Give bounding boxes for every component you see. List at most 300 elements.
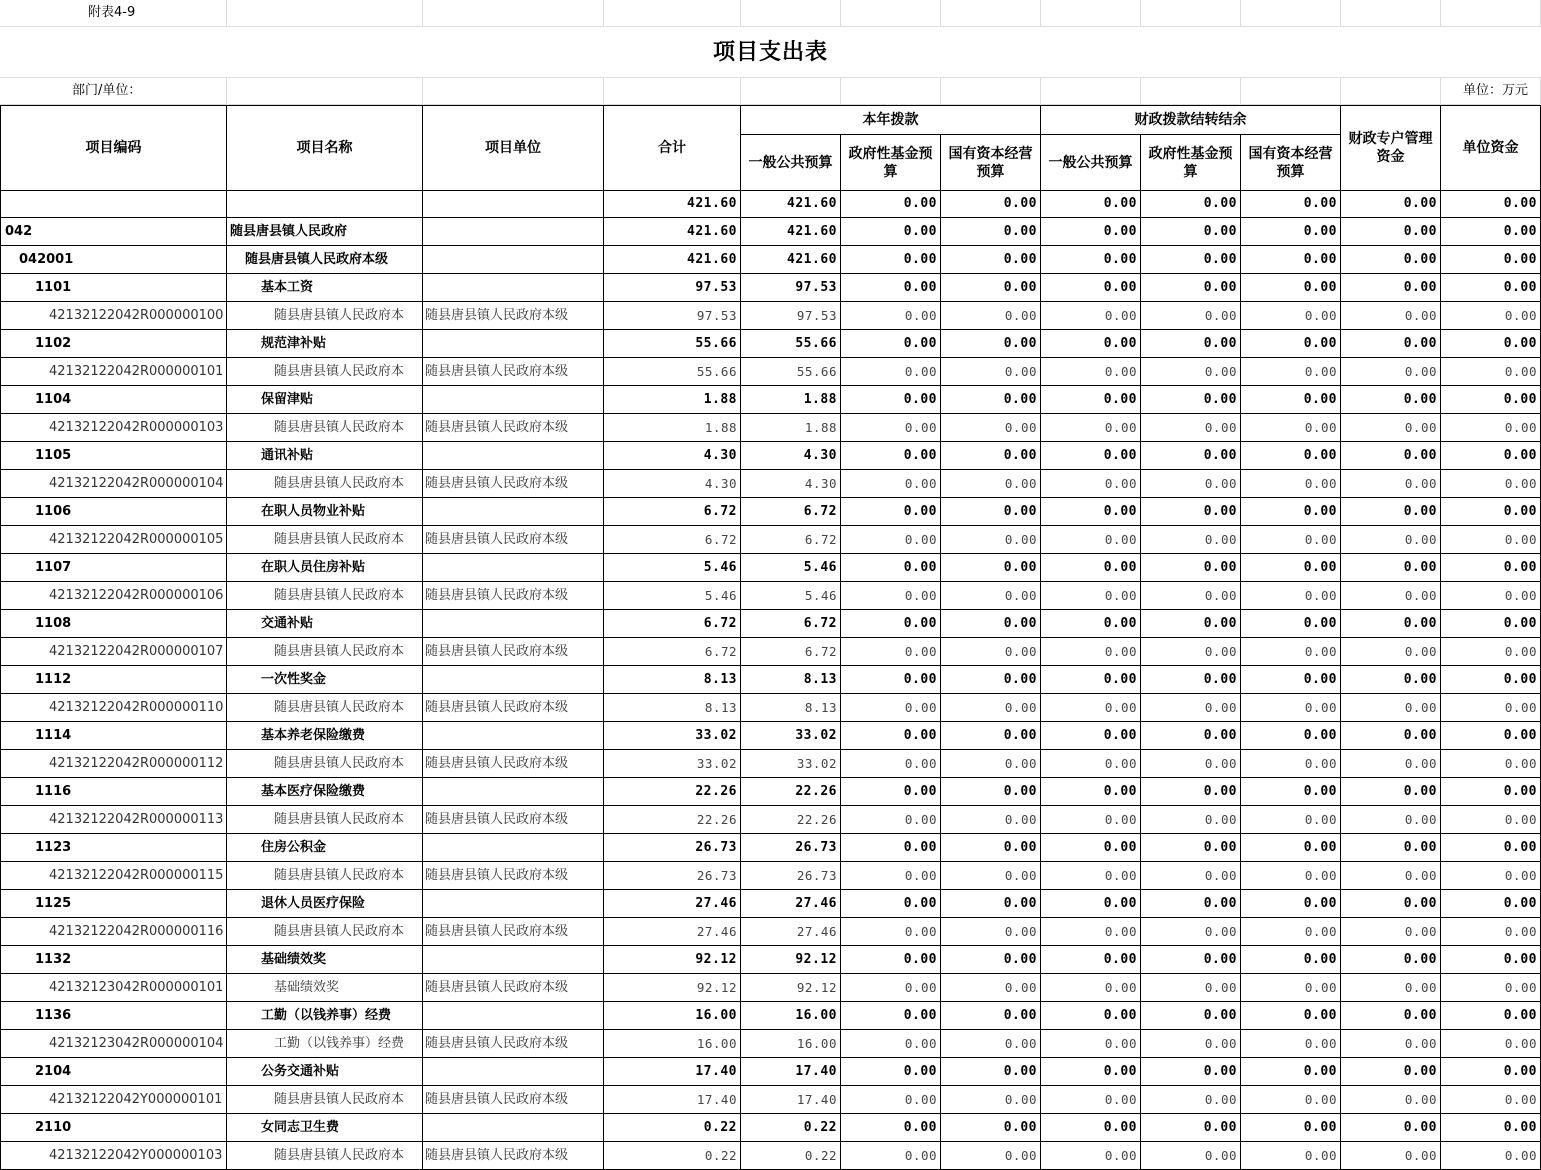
project-unit bbox=[423, 246, 604, 274]
state-value: 0.00 bbox=[941, 582, 1041, 610]
project-unit bbox=[423, 498, 604, 526]
carry-state-value: 0.00 bbox=[1241, 694, 1341, 722]
project-name: 住房公积金 bbox=[227, 834, 423, 862]
state-value: 0.00 bbox=[941, 470, 1041, 498]
fund-value: 0.00 bbox=[841, 414, 941, 442]
carry-state-value: 0.00 bbox=[1241, 918, 1341, 946]
special-value: 0.00 bbox=[1341, 918, 1441, 946]
special-value: 0.00 bbox=[1341, 526, 1441, 554]
fund-value: 0.00 bbox=[841, 1114, 941, 1142]
state-value: 0.00 bbox=[941, 386, 1041, 414]
total-value: 92.12 bbox=[604, 974, 741, 1002]
empty-cell bbox=[1041, 0, 1141, 27]
state-value: 0.00 bbox=[941, 750, 1041, 778]
own-value: 0.00 bbox=[1441, 1114, 1541, 1142]
own-value: 0.00 bbox=[1441, 722, 1541, 750]
fund-value: 0.00 bbox=[841, 302, 941, 330]
carry-state-value: 0.00 bbox=[1241, 554, 1341, 582]
state-value: 0.00 bbox=[941, 638, 1041, 666]
carry-general-value: 0.00 bbox=[1041, 330, 1141, 358]
project-unit: 随县唐县镇人民政府本级 bbox=[423, 302, 604, 330]
total-value: 1.88 bbox=[604, 386, 741, 414]
general-value: 26.73 bbox=[741, 834, 841, 862]
table-number-row bbox=[0, 0, 1541, 27]
carry-fund-value: 0.00 bbox=[1141, 806, 1241, 834]
carry-fund-value: 0.00 bbox=[1141, 246, 1241, 274]
fund-value: 0.00 bbox=[841, 610, 941, 638]
general-value: 1.88 bbox=[741, 386, 841, 414]
project-name: 随县唐县镇人民政府本 bbox=[227, 582, 423, 610]
total-value: 6.72 bbox=[604, 610, 741, 638]
state-value: 0.00 bbox=[941, 778, 1041, 806]
fund-value: 0.00 bbox=[841, 1002, 941, 1030]
general-value: 6.72 bbox=[741, 638, 841, 666]
special-value: 0.00 bbox=[1341, 1030, 1441, 1058]
project-unit: 随县唐县镇人民政府本级 bbox=[423, 806, 604, 834]
table-row bbox=[0, 750, 1541, 778]
project-name: 规范津补贴 bbox=[227, 330, 423, 358]
project-name: 随县唐县镇人民政府本 bbox=[227, 1142, 423, 1170]
own-value: 0.00 bbox=[1441, 274, 1541, 302]
project-code: 042 bbox=[0, 218, 227, 246]
table-row bbox=[0, 666, 1541, 694]
project-name: 女同志卫生费 bbox=[227, 1114, 423, 1142]
carry-state-value: 0.00 bbox=[1241, 750, 1341, 778]
general-value: 92.12 bbox=[741, 974, 841, 1002]
project-unit: 随县唐县镇人民政府本级 bbox=[423, 862, 604, 890]
state-value: 0.00 bbox=[941, 890, 1041, 918]
total-value: 55.66 bbox=[604, 358, 741, 386]
special-value: 0.00 bbox=[1341, 414, 1441, 442]
carry-fund-value: 0.00 bbox=[1141, 414, 1241, 442]
carry-fund-value: 0.00 bbox=[1141, 330, 1241, 358]
total-value: 5.46 bbox=[604, 582, 741, 610]
general-value: 33.02 bbox=[741, 722, 841, 750]
special-value: 0.00 bbox=[1341, 890, 1441, 918]
empty-cell bbox=[741, 0, 841, 27]
project-unit: 随县唐县镇人民政府本级 bbox=[423, 414, 604, 442]
project-unit bbox=[423, 666, 604, 694]
project-unit: 随县唐县镇人民政府本级 bbox=[423, 526, 604, 554]
project-code: 42132122042R000000100 bbox=[0, 302, 227, 330]
project-unit: 随县唐县镇人民政府本级 bbox=[423, 358, 604, 386]
empty-cell bbox=[741, 78, 841, 105]
header-fund: 政府性基金预算 bbox=[841, 135, 941, 191]
fund-value: 0.00 bbox=[841, 890, 941, 918]
table-row bbox=[0, 274, 1541, 302]
special-value: 0.00 bbox=[1341, 442, 1441, 470]
empty-cell bbox=[604, 0, 741, 27]
project-name: 工勤（以钱养事）经费 bbox=[227, 1030, 423, 1058]
total-value: 26.73 bbox=[604, 834, 741, 862]
carry-fund-value: 0.00 bbox=[1141, 1086, 1241, 1114]
project-unit: 随县唐县镇人民政府本级 bbox=[423, 470, 604, 498]
carry-general-value: 0.00 bbox=[1041, 666, 1141, 694]
state-value: 0.00 bbox=[941, 274, 1041, 302]
state-value: 0.00 bbox=[941, 1114, 1041, 1142]
dept-label: 部门/单位： bbox=[0, 78, 227, 105]
carry-fund-value: 0.00 bbox=[1141, 974, 1241, 1002]
carry-state-value: 0.00 bbox=[1241, 358, 1341, 386]
carry-general-value: 0.00 bbox=[1041, 414, 1141, 442]
project-unit: 随县唐县镇人民政府本级 bbox=[423, 1030, 604, 1058]
special-value: 0.00 bbox=[1341, 1058, 1441, 1086]
project-code: 1101 bbox=[0, 274, 227, 302]
header-current-group: 本年拨款 bbox=[741, 106, 1041, 135]
carry-general-value: 0.00 bbox=[1041, 442, 1141, 470]
project-name: 基础绩效奖 bbox=[227, 974, 423, 1002]
project-unit bbox=[423, 442, 604, 470]
carry-fund-value: 0.00 bbox=[1141, 1058, 1241, 1086]
empty-cell bbox=[423, 0, 604, 27]
fund-value: 0.00 bbox=[841, 694, 941, 722]
total-value: 33.02 bbox=[604, 722, 741, 750]
fund-value: 0.00 bbox=[841, 722, 941, 750]
special-value: 0.00 bbox=[1341, 1142, 1441, 1170]
state-value: 0.00 bbox=[941, 1058, 1041, 1086]
general-value: 22.26 bbox=[741, 806, 841, 834]
general-value: 4.30 bbox=[741, 442, 841, 470]
total-value: 8.13 bbox=[604, 694, 741, 722]
carry-state-value: 0.00 bbox=[1241, 806, 1341, 834]
general-value: 16.00 bbox=[741, 1030, 841, 1058]
fund-value: 0.00 bbox=[841, 666, 941, 694]
total-value: 22.26 bbox=[604, 778, 741, 806]
project-code: 42132122042R000000104 bbox=[0, 470, 227, 498]
table-row bbox=[0, 470, 1541, 498]
general-value: 97.53 bbox=[741, 302, 841, 330]
project-code: 42132122042R000000115 bbox=[0, 862, 227, 890]
carry-general-value: 0.00 bbox=[1041, 946, 1141, 974]
table-row bbox=[0, 778, 1541, 806]
total-value: 92.12 bbox=[604, 946, 741, 974]
total-value: 17.40 bbox=[604, 1086, 741, 1114]
total-value: 6.72 bbox=[604, 498, 741, 526]
table-row bbox=[0, 330, 1541, 358]
fund-value: 0.00 bbox=[841, 190, 941, 218]
project-name: 退休人员医疗保险 bbox=[227, 890, 423, 918]
total-value: 22.26 bbox=[604, 806, 741, 834]
table-row bbox=[0, 638, 1541, 666]
total-value: 6.72 bbox=[604, 638, 741, 666]
carry-fund-value: 0.00 bbox=[1141, 218, 1241, 246]
empty-cell bbox=[423, 78, 604, 105]
own-value: 0.00 bbox=[1441, 946, 1541, 974]
own-value: 0.00 bbox=[1441, 470, 1541, 498]
project-unit bbox=[423, 834, 604, 862]
project-name: 在职人员物业补贴 bbox=[227, 498, 423, 526]
state-value: 0.00 bbox=[941, 498, 1041, 526]
carry-fund-value: 0.00 bbox=[1141, 526, 1241, 554]
special-value: 0.00 bbox=[1341, 218, 1441, 246]
special-value: 0.00 bbox=[1341, 778, 1441, 806]
table-row bbox=[0, 974, 1541, 1002]
project-name: 随县唐县镇人民政府 bbox=[227, 218, 423, 246]
project-name: 随县唐县镇人民政府本 bbox=[227, 638, 423, 666]
carry-state-value: 0.00 bbox=[1241, 246, 1341, 274]
project-name: 随县唐县镇人民政府本 bbox=[227, 470, 423, 498]
fund-value: 0.00 bbox=[841, 386, 941, 414]
general-value: 8.13 bbox=[741, 666, 841, 694]
carry-fund-value: 0.00 bbox=[1141, 918, 1241, 946]
carry-general-value: 0.00 bbox=[1041, 554, 1141, 582]
table-row bbox=[0, 414, 1541, 442]
total-value: 4.30 bbox=[604, 470, 741, 498]
total-value: 8.13 bbox=[604, 666, 741, 694]
own-value: 0.00 bbox=[1441, 806, 1541, 834]
carry-fund-value: 0.00 bbox=[1141, 638, 1241, 666]
carry-fund-value: 0.00 bbox=[1141, 834, 1241, 862]
header-carry-group: 财政拨款结转结余 bbox=[1041, 106, 1341, 135]
project-code: 042001 bbox=[0, 246, 227, 274]
table-row bbox=[0, 1002, 1541, 1030]
own-value: 0.00 bbox=[1441, 638, 1541, 666]
project-code: 1116 bbox=[0, 778, 227, 806]
project-unit bbox=[423, 330, 604, 358]
carry-fund-value: 0.00 bbox=[1141, 1030, 1241, 1058]
carry-general-value: 0.00 bbox=[1041, 1002, 1141, 1030]
own-value: 0.00 bbox=[1441, 246, 1541, 274]
table-row bbox=[0, 610, 1541, 638]
total-value: 1.88 bbox=[604, 414, 741, 442]
special-value: 0.00 bbox=[1341, 554, 1441, 582]
project-code: 1105 bbox=[0, 442, 227, 470]
project-code: 1102 bbox=[0, 330, 227, 358]
special-value: 0.00 bbox=[1341, 806, 1441, 834]
carry-state-value: 0.00 bbox=[1241, 582, 1341, 610]
special-value: 0.00 bbox=[1341, 638, 1441, 666]
general-value: 33.02 bbox=[741, 750, 841, 778]
project-unit: 随县唐县镇人民政府本级 bbox=[423, 974, 604, 1002]
carry-general-value: 0.00 bbox=[1041, 890, 1141, 918]
project-code: 2104 bbox=[0, 1058, 227, 1086]
special-value: 0.00 bbox=[1341, 750, 1441, 778]
state-value: 0.00 bbox=[941, 218, 1041, 246]
own-value: 0.00 bbox=[1441, 890, 1541, 918]
project-name: 基本医疗保险缴费 bbox=[227, 778, 423, 806]
project-name: 工勤（以钱养事）经费 bbox=[227, 1002, 423, 1030]
carry-state-value: 0.00 bbox=[1241, 1086, 1341, 1114]
carry-state-value: 0.00 bbox=[1241, 330, 1341, 358]
general-value: 421.60 bbox=[741, 218, 841, 246]
fund-value: 0.00 bbox=[841, 246, 941, 274]
carry-fund-value: 0.00 bbox=[1141, 722, 1241, 750]
total-value: 421.60 bbox=[604, 190, 741, 218]
carry-fund-value: 0.00 bbox=[1141, 1114, 1241, 1142]
own-value: 0.00 bbox=[1441, 862, 1541, 890]
table-row bbox=[0, 1030, 1541, 1058]
fund-value: 0.00 bbox=[841, 862, 941, 890]
project-code: 1107 bbox=[0, 554, 227, 582]
own-value: 0.00 bbox=[1441, 834, 1541, 862]
table-row bbox=[0, 582, 1541, 610]
total-value: 6.72 bbox=[604, 526, 741, 554]
table-number: 附表4-9 bbox=[0, 0, 227, 27]
state-value: 0.00 bbox=[941, 442, 1041, 470]
table-row bbox=[0, 806, 1541, 834]
table-row bbox=[0, 918, 1541, 946]
header-carry-fund: 政府性基金预算 bbox=[1141, 135, 1241, 191]
fund-value: 0.00 bbox=[841, 274, 941, 302]
project-code bbox=[0, 190, 227, 218]
total-value: 17.40 bbox=[604, 1058, 741, 1086]
general-value: 92.12 bbox=[741, 946, 841, 974]
page-title: 项目支出表 bbox=[712, 40, 828, 65]
project-name: 随县唐县镇人民政府本 bbox=[227, 862, 423, 890]
table-row bbox=[0, 554, 1541, 582]
own-value: 0.00 bbox=[1441, 554, 1541, 582]
carry-general-value: 0.00 bbox=[1041, 582, 1141, 610]
table-row bbox=[0, 526, 1541, 554]
state-value: 0.00 bbox=[941, 1030, 1041, 1058]
project-code: 42132122042R000000103 bbox=[0, 414, 227, 442]
carry-general-value: 0.00 bbox=[1041, 694, 1141, 722]
state-value: 0.00 bbox=[941, 834, 1041, 862]
empty-cell bbox=[604, 78, 741, 105]
table-row bbox=[0, 498, 1541, 526]
carry-state-value: 0.00 bbox=[1241, 274, 1341, 302]
title-row bbox=[0, 27, 1541, 78]
carry-general-value: 0.00 bbox=[1041, 806, 1141, 834]
carry-fund-value: 0.00 bbox=[1141, 778, 1241, 806]
carry-fund-value: 0.00 bbox=[1141, 582, 1241, 610]
state-value: 0.00 bbox=[941, 1086, 1041, 1114]
special-value: 0.00 bbox=[1341, 358, 1441, 386]
own-value: 0.00 bbox=[1441, 218, 1541, 246]
general-value: 27.46 bbox=[741, 890, 841, 918]
empty-cell bbox=[1441, 0, 1541, 27]
carry-general-value: 0.00 bbox=[1041, 274, 1141, 302]
special-value: 0.00 bbox=[1341, 1002, 1441, 1030]
total-value: 4.30 bbox=[604, 442, 741, 470]
fund-value: 0.00 bbox=[841, 778, 941, 806]
carry-general-value: 0.00 bbox=[1041, 1142, 1141, 1170]
header-total: 合计 bbox=[604, 106, 741, 191]
table-row bbox=[0, 722, 1541, 750]
special-value: 0.00 bbox=[1341, 974, 1441, 1002]
project-unit: 随县唐县镇人民政府本级 bbox=[423, 918, 604, 946]
fund-value: 0.00 bbox=[841, 806, 941, 834]
project-unit bbox=[423, 722, 604, 750]
general-value: 5.46 bbox=[741, 554, 841, 582]
own-value: 0.00 bbox=[1441, 498, 1541, 526]
state-value: 0.00 bbox=[941, 414, 1041, 442]
general-value: 17.40 bbox=[741, 1058, 841, 1086]
header-unit: 项目单位 bbox=[423, 106, 604, 191]
state-value: 0.00 bbox=[941, 722, 1041, 750]
general-value: 421.60 bbox=[741, 190, 841, 218]
fund-value: 0.00 bbox=[841, 974, 941, 1002]
state-value: 0.00 bbox=[941, 666, 1041, 694]
own-value: 0.00 bbox=[1441, 582, 1541, 610]
state-value: 0.00 bbox=[941, 526, 1041, 554]
project-name: 随县唐县镇人民政府本 bbox=[227, 526, 423, 554]
fund-value: 0.00 bbox=[841, 554, 941, 582]
fund-value: 0.00 bbox=[841, 218, 941, 246]
fund-value: 0.00 bbox=[841, 582, 941, 610]
fund-value: 0.00 bbox=[841, 750, 941, 778]
own-value: 0.00 bbox=[1441, 442, 1541, 470]
project-unit: 随县唐县镇人民政府本级 bbox=[423, 582, 604, 610]
table-row bbox=[0, 1058, 1541, 1086]
carry-state-value: 0.00 bbox=[1241, 218, 1341, 246]
project-code: 1106 bbox=[0, 498, 227, 526]
own-value: 0.00 bbox=[1441, 666, 1541, 694]
carry-fund-value: 0.00 bbox=[1141, 190, 1241, 218]
state-value: 0.00 bbox=[941, 918, 1041, 946]
carry-general-value: 0.00 bbox=[1041, 918, 1141, 946]
table-row bbox=[0, 834, 1541, 862]
total-value: 0.22 bbox=[604, 1142, 741, 1170]
table-row bbox=[0, 1114, 1541, 1142]
special-value: 0.00 bbox=[1341, 694, 1441, 722]
carry-fund-value: 0.00 bbox=[1141, 554, 1241, 582]
table-row bbox=[0, 890, 1541, 918]
table-row bbox=[0, 694, 1541, 722]
own-value: 0.00 bbox=[1441, 386, 1541, 414]
carry-general-value: 0.00 bbox=[1041, 358, 1141, 386]
empty-cell bbox=[227, 0, 423, 27]
carry-general-value: 0.00 bbox=[1041, 862, 1141, 890]
fund-value: 0.00 bbox=[841, 918, 941, 946]
project-name: 通讯补贴 bbox=[227, 442, 423, 470]
general-value: 26.73 bbox=[741, 862, 841, 890]
carry-general-value: 0.00 bbox=[1041, 190, 1141, 218]
carry-fund-value: 0.00 bbox=[1141, 498, 1241, 526]
carry-general-value: 0.00 bbox=[1041, 470, 1141, 498]
table-row bbox=[0, 862, 1541, 890]
carry-state-value: 0.00 bbox=[1241, 1114, 1341, 1142]
carry-state-value: 0.00 bbox=[1241, 386, 1341, 414]
carry-state-value: 0.00 bbox=[1241, 778, 1341, 806]
carry-state-value: 0.00 bbox=[1241, 862, 1341, 890]
own-value: 0.00 bbox=[1441, 526, 1541, 554]
project-code: 1123 bbox=[0, 834, 227, 862]
empty-cell bbox=[1141, 0, 1241, 27]
carry-general-value: 0.00 bbox=[1041, 246, 1141, 274]
project-code: 42132122042R000000110 bbox=[0, 694, 227, 722]
total-value: 33.02 bbox=[604, 750, 741, 778]
general-value: 55.66 bbox=[741, 330, 841, 358]
carry-state-value: 0.00 bbox=[1241, 526, 1341, 554]
carry-state-value: 0.00 bbox=[1241, 414, 1341, 442]
table-row bbox=[0, 386, 1541, 414]
fund-value: 0.00 bbox=[841, 1058, 941, 1086]
table-row bbox=[0, 302, 1541, 330]
project-name: 随县唐县镇人民政府本 bbox=[227, 806, 423, 834]
carry-state-value: 0.00 bbox=[1241, 498, 1341, 526]
carry-general-value: 0.00 bbox=[1041, 1086, 1141, 1114]
carry-fund-value: 0.00 bbox=[1141, 610, 1241, 638]
project-code: 1112 bbox=[0, 666, 227, 694]
carry-general-value: 0.00 bbox=[1041, 498, 1141, 526]
table-row bbox=[0, 442, 1541, 470]
carry-general-value: 0.00 bbox=[1041, 1114, 1141, 1142]
project-name: 基本养老保险缴费 bbox=[227, 722, 423, 750]
special-value: 0.00 bbox=[1341, 1114, 1441, 1142]
special-value: 0.00 bbox=[1341, 946, 1441, 974]
own-value: 0.00 bbox=[1441, 358, 1541, 386]
fund-value: 0.00 bbox=[841, 834, 941, 862]
project-unit: 随县唐县镇人民政府本级 bbox=[423, 694, 604, 722]
general-value: 6.72 bbox=[741, 526, 841, 554]
total-value: 421.60 bbox=[604, 246, 741, 274]
total-value: 0.22 bbox=[604, 1114, 741, 1142]
carry-state-value: 0.00 bbox=[1241, 190, 1341, 218]
carry-state-value: 0.00 bbox=[1241, 666, 1341, 694]
table-header bbox=[0, 105, 1541, 191]
project-name: 随县唐县镇人民政府本 bbox=[227, 302, 423, 330]
